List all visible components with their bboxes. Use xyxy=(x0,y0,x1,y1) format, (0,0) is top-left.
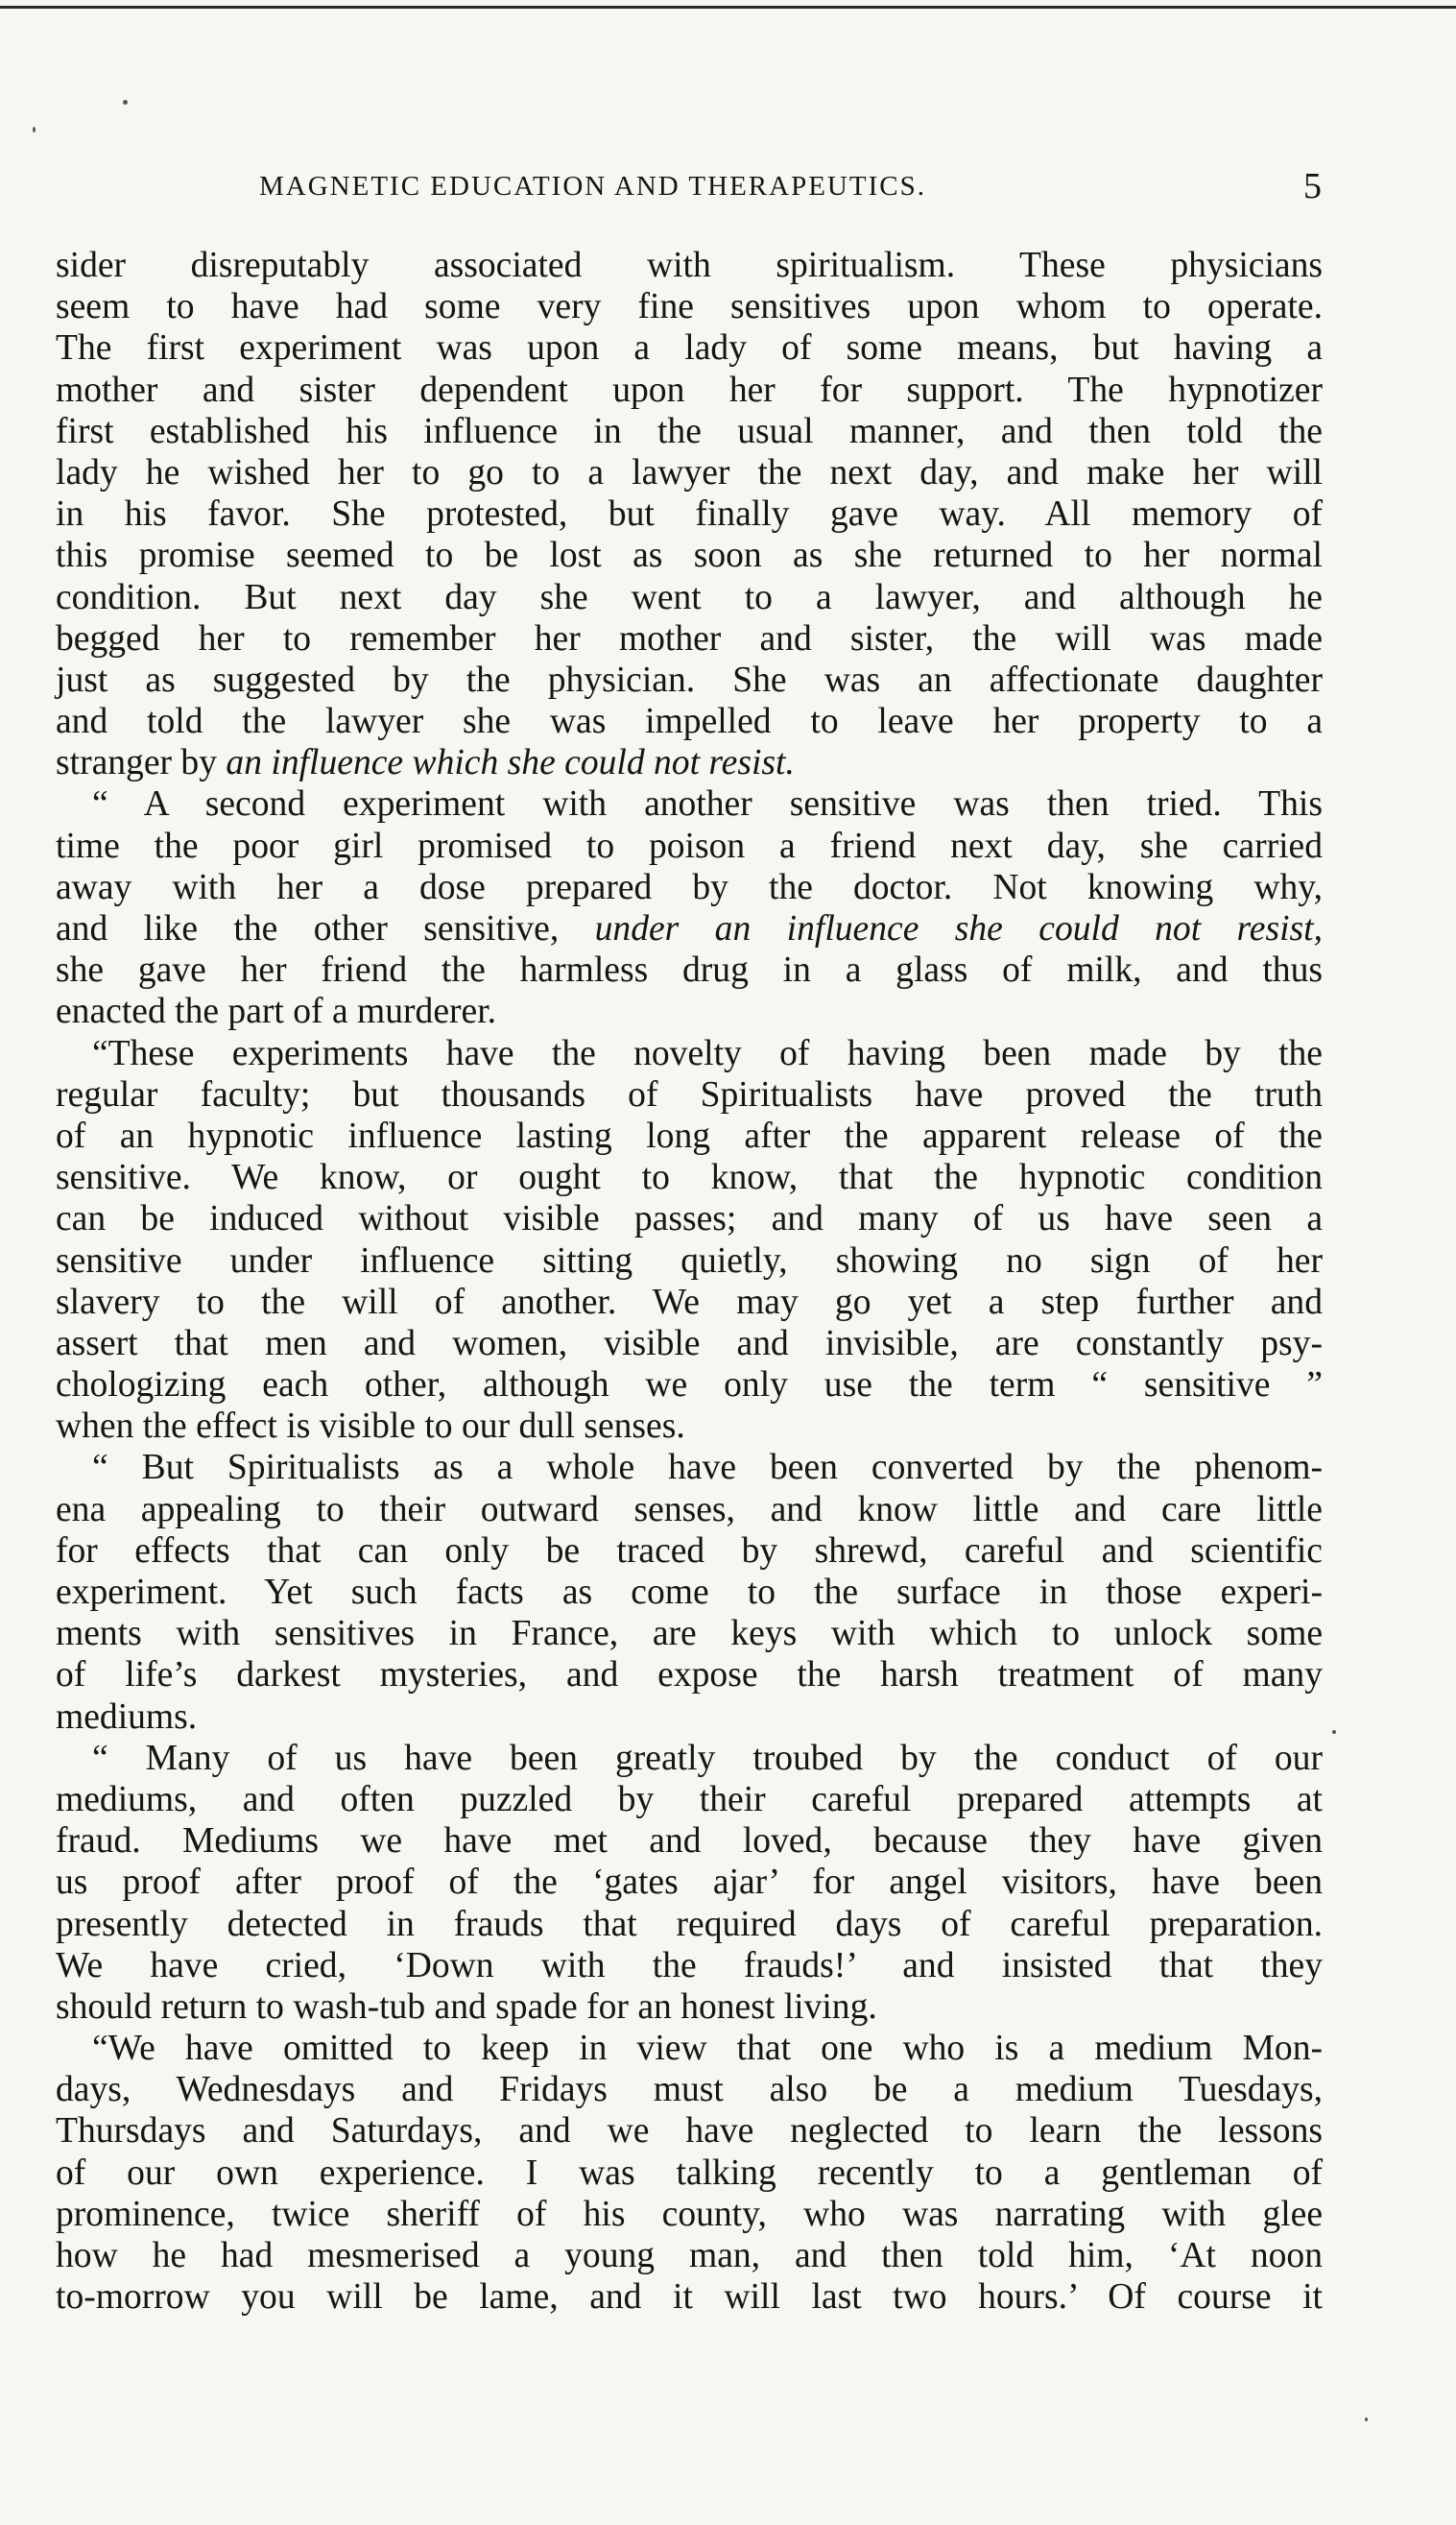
line-text: We have cried, ‘Down with the frauds!’ and insisted that they xyxy=(56,1945,1323,1985)
line-text: condition. But next day she went to a lawyer, and although he xyxy=(56,577,1323,617)
text-line xyxy=(56,660,1323,701)
page-number: 5 xyxy=(1303,166,1322,206)
line-text: of our own experience. I was talking recently to a gentleman of xyxy=(56,2152,1323,2193)
text-line xyxy=(56,950,1323,991)
text-line xyxy=(56,2194,1323,2235)
line-text: The first experiment was upon a lady of some means, but having a xyxy=(56,328,1323,369)
line-text: for effects that can only be traced by shrewd, careful and scientific xyxy=(56,1530,1323,1571)
line-text: to-morrow you will be lame, and it will last two hours.’ Of course it xyxy=(56,2277,1323,2318)
text-line xyxy=(56,493,1323,535)
text-line xyxy=(56,2276,1323,2318)
line-text: stranger by xyxy=(56,743,227,783)
ink-speck xyxy=(33,127,36,132)
text-line xyxy=(56,535,1323,576)
text-line xyxy=(56,2110,1323,2152)
line-text: when the effect is visible to our dull senses. xyxy=(56,1407,685,1447)
line-text: mediums, and often puzzled by their careful prepared attempts at xyxy=(56,1779,1323,1819)
ink-speck xyxy=(123,100,128,105)
text-line xyxy=(56,245,1323,286)
text-line xyxy=(56,1406,1323,1447)
line-text: this promise seemed to be lost as soon as she returned to her normal xyxy=(56,536,1323,576)
text-line xyxy=(56,1198,1323,1239)
line-text: how he had mesmerised a young man, and then told him, ‘At noon xyxy=(56,2236,1323,2275)
line-text: enacted the part of a murderer. xyxy=(56,992,497,1032)
line-text: fraud. Mediums we have met and loved, because they have given xyxy=(56,1821,1323,1862)
text-line xyxy=(56,577,1323,618)
text-line xyxy=(56,1489,1323,1530)
ink-speck xyxy=(1365,2417,1368,2421)
text-line xyxy=(56,327,1323,369)
italic-phrase: under an influence she could not resist, xyxy=(594,909,1323,949)
text-line xyxy=(56,1074,1323,1116)
line-text: mediums. xyxy=(56,1696,198,1737)
text-line xyxy=(56,1654,1323,1695)
text-line xyxy=(56,2152,1323,2194)
text-line xyxy=(56,1945,1323,1986)
line-text: she gave her friend the harmless drug in a glass of milk, and thus xyxy=(56,950,1323,991)
text-line xyxy=(56,1986,1323,2028)
line-text: can be induced without visible passes; and many of us have seen a xyxy=(56,1199,1323,1239)
line-text: ments with sensitives in France, are keys with which to unlock some xyxy=(56,1614,1323,1654)
text-line xyxy=(56,991,1323,1032)
line-text: “These experiments have the novelty of having been made by the xyxy=(92,1033,1323,1073)
line-text: us proof after proof of the ‘gates ajar’ for angel visitors, have been xyxy=(56,1863,1323,1903)
line-text: sensitive. We know, or ought to know, that the hypnotic condition xyxy=(56,1158,1323,1198)
line-text: presently detected in frauds that required days of careful preparation. xyxy=(56,1904,1323,1944)
text-line xyxy=(56,1447,1323,1488)
line-text: away with her a dose prepared by the doctor. Not knowing why, xyxy=(56,867,1323,907)
line-text: “ But Spiritualists as a whole have been converted by the phenom- xyxy=(92,1448,1323,1488)
body-text xyxy=(56,245,1323,2318)
line-text: sensitive under influence sitting quietly, showing no sign of her xyxy=(56,1240,1323,1281)
text-line xyxy=(56,742,1323,783)
text-line xyxy=(56,701,1323,742)
line-text: sider disreputably associated with spiritualism. These physicians xyxy=(56,246,1323,285)
text-line xyxy=(56,1613,1323,1654)
line-text: in his favor. She protested, but finally gave way. All memory of xyxy=(56,494,1323,535)
line-text: and like the other sensitive, xyxy=(56,909,595,949)
text-line xyxy=(56,452,1323,493)
text-line xyxy=(56,1240,1323,1282)
text-line xyxy=(56,618,1323,660)
line-text: Thursdays and Saturdays, and we have neglected to learn the lessons xyxy=(56,2111,1323,2152)
text-line xyxy=(56,1738,1323,1779)
line-text: experiment. Yet such facts as come to the surface in those experi- xyxy=(56,1573,1323,1612)
text-line xyxy=(56,826,1323,867)
line-text: prominence, twice sheriff of his county, who was narrating with glee xyxy=(56,2194,1323,2234)
line-text: regular faculty; but thousands of Spiritualists have proved the truth xyxy=(56,1074,1323,1115)
line-text: “We have omitted to keep in view that one who is a medium Mon- xyxy=(92,2029,1323,2069)
line-text: ena appealing to their outward senses, and know little and care little xyxy=(56,1489,1323,1529)
text-line xyxy=(56,1904,1323,1945)
line-text: days, Wednesdays and Fridays must also be a medium Tuesdays, xyxy=(56,2070,1323,2110)
line-text: “ Many of us have been greatly troubed by the conduct of our xyxy=(92,1738,1323,1778)
line-text: “ A second experiment with another sensitive was then tried. This xyxy=(92,784,1323,825)
text-line xyxy=(56,370,1323,411)
text-line xyxy=(56,1696,1323,1738)
text-line xyxy=(56,411,1323,452)
text-line xyxy=(56,2069,1323,2110)
top-edge-rule xyxy=(0,6,1456,9)
text-line xyxy=(56,867,1323,908)
line-text: assert that men and women, visible and invisible, are constantly psy- xyxy=(56,1323,1323,1363)
text-line xyxy=(56,783,1323,825)
text-line xyxy=(56,2028,1323,2069)
ink-speck xyxy=(1332,1730,1336,1734)
text-line xyxy=(56,1364,1323,1406)
italic-phrase: an influence which she could not resist. xyxy=(226,743,795,783)
text-line xyxy=(56,1157,1323,1198)
line-text: chologizing each other, although we only use the term “ sensitive ” xyxy=(56,1365,1323,1406)
text-line xyxy=(56,1116,1323,1157)
line-text: of life’s darkest mysteries, and expose the harsh treatment of many xyxy=(56,1655,1323,1695)
line-text: mother and sister dependent upon her for support. The hypnotizer xyxy=(56,370,1323,410)
line-text: and told the lawyer she was impelled to leave her property to a xyxy=(56,702,1323,742)
line-text: begged her to remember her mother and sister, the will was made xyxy=(56,618,1323,659)
text-line xyxy=(56,2235,1323,2276)
line-text: just as suggested by the physician. She was an affectionate daughter xyxy=(56,660,1323,700)
running-title: MAGNETIC EDUCATION AND THERAPEUTICS. xyxy=(259,171,926,202)
line-text: should return to wash-tub and spade for an honest living. xyxy=(56,1986,877,2027)
text-line xyxy=(56,1862,1323,1903)
line-text: slavery to the will of another. We may go yet a step further and xyxy=(56,1282,1323,1322)
line-text: of an hypnotic influence lasting long after the apparent release of the xyxy=(56,1116,1323,1156)
page-header xyxy=(56,166,1322,209)
line-text: lady he wished her to go to a lawyer the next day, and make her will xyxy=(56,452,1323,493)
text-line xyxy=(56,908,1323,950)
line-text: first established his influence in the usual manner, and then told the xyxy=(56,411,1323,451)
text-line xyxy=(56,1033,1323,1074)
text-line xyxy=(56,1572,1323,1613)
text-line xyxy=(56,1323,1323,1364)
text-line xyxy=(56,1779,1323,1820)
line-text: time the poor girl promised to poison a friend next day, she carried xyxy=(56,826,1323,866)
text-line xyxy=(56,1820,1323,1862)
text-line xyxy=(56,286,1323,327)
text-line xyxy=(56,1282,1323,1323)
text-line xyxy=(56,1530,1323,1572)
line-text: seem to have had some very fine sensitives upon whom to operate. xyxy=(56,287,1323,327)
